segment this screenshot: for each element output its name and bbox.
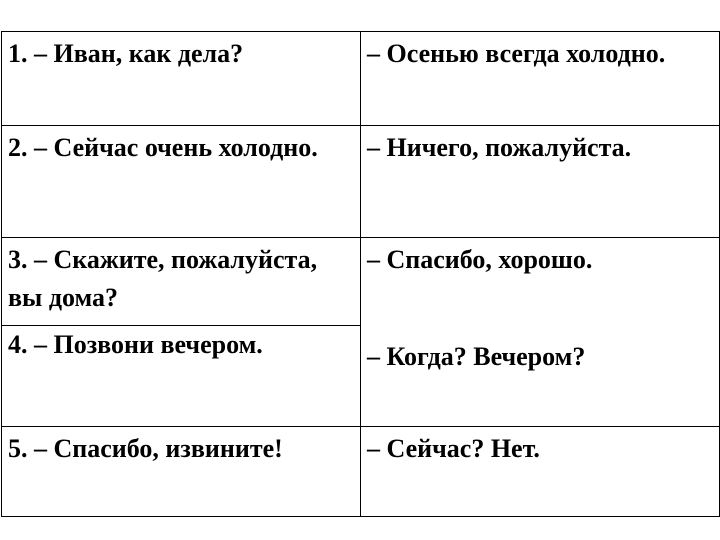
phrase-cell: 5. – Спасибо, извините! — [2, 426, 361, 516]
table-row — [2, 238, 720, 326]
response-cell: – Осенью всегда холодно. — [361, 32, 720, 126]
phrase-cell: 1. – Иван, как дела? — [2, 32, 361, 126]
table-row — [2, 326, 720, 427]
response-cell: – Ничего, пожалуйста. — [361, 126, 720, 238]
matching-table — [1, 31, 720, 517]
phrase-cell: 3. – Скажите, пожалуйста, вы дома? — [2, 238, 361, 326]
response-cell: – Сейчас? Нет. — [361, 426, 720, 516]
table-row — [2, 426, 720, 516]
table-row — [2, 32, 720, 126]
phrase-cell: 2. – Сейчас очень холодно. — [2, 126, 361, 238]
phrase-cell: 4. – Позвони вечером. — [2, 326, 361, 427]
table-row — [2, 126, 720, 238]
response-cell: – Когда? Вечером? — [361, 326, 720, 427]
response-cell: – Спасибо, хорошо. — [361, 238, 720, 326]
